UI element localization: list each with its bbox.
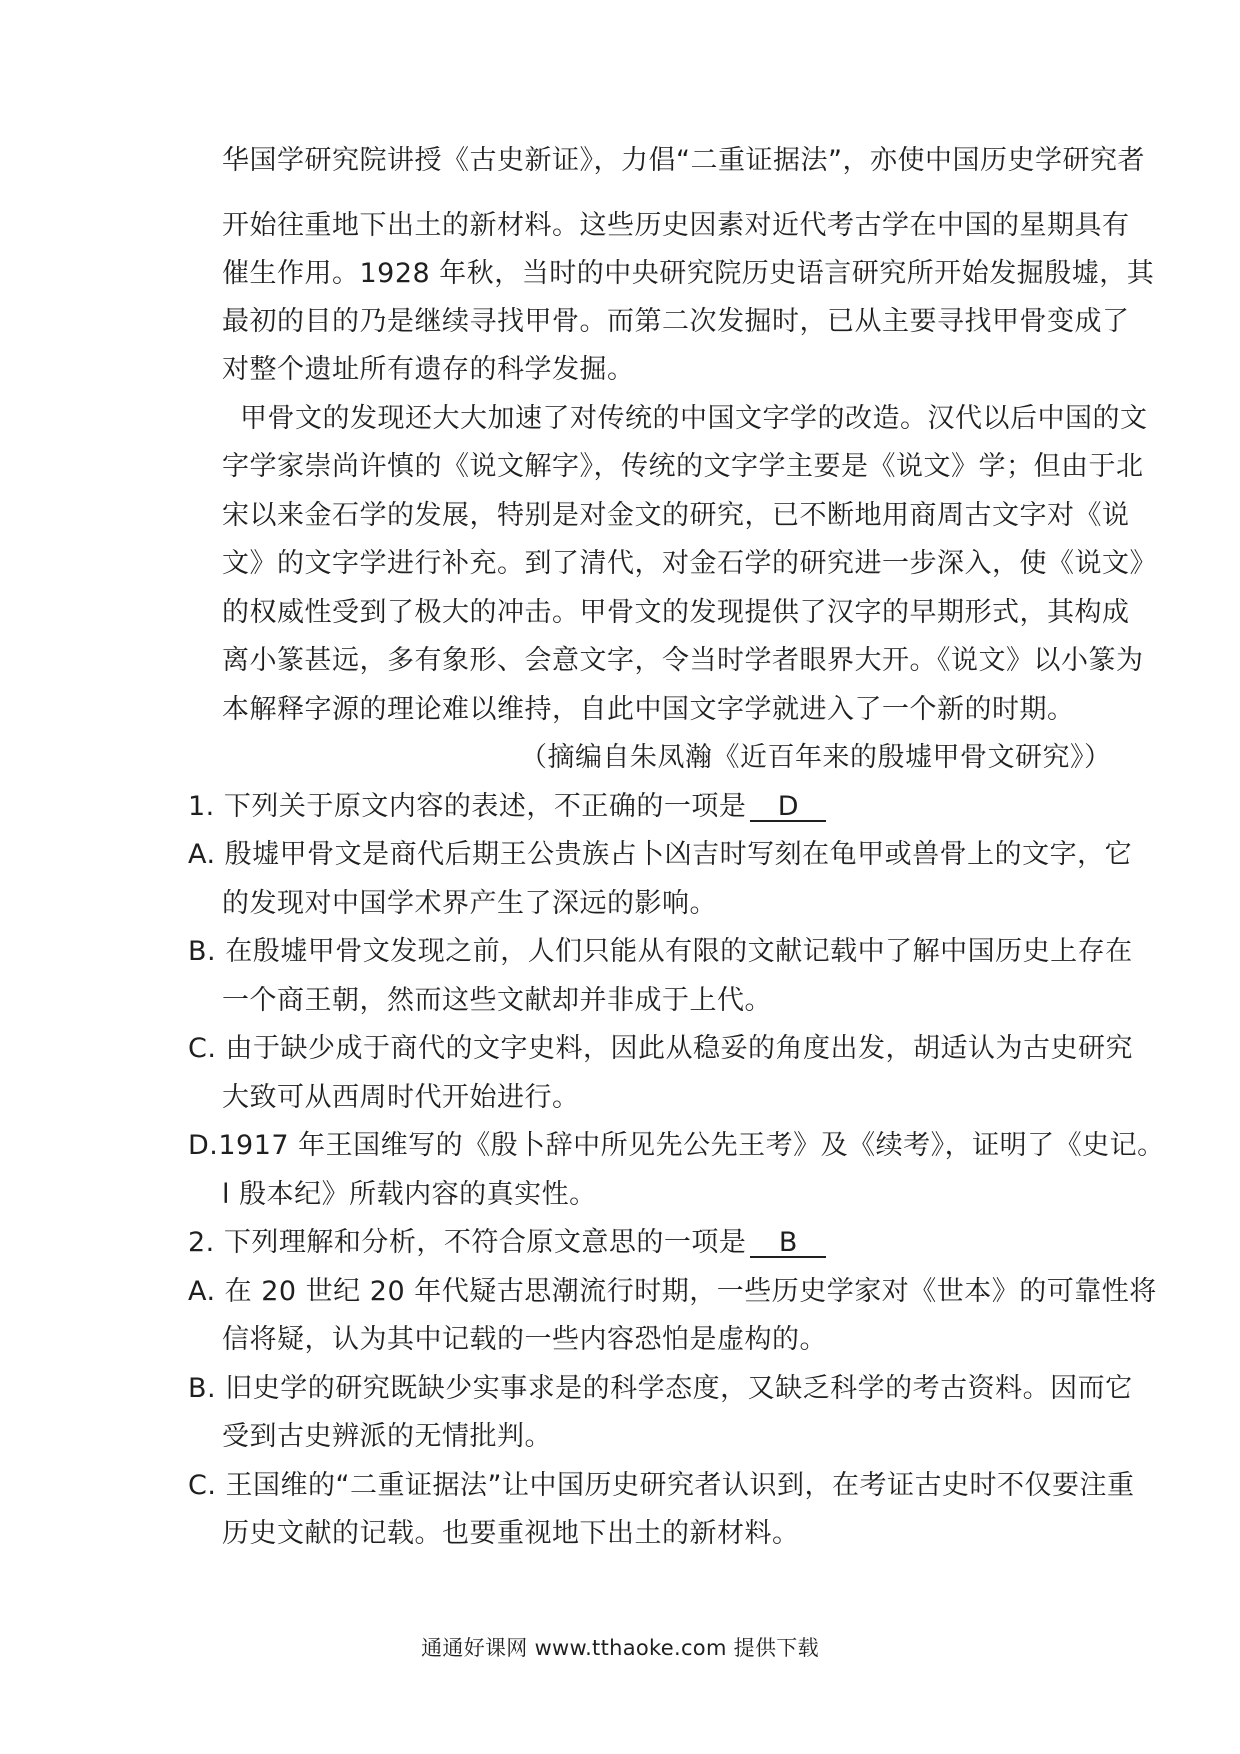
passage-line: 离小篆甚远，多有象形、会意文字，令当时学者眼界大开。《说文》以小篆为	[222, 645, 1144, 676]
q2-option-a-line1: A. 在 20 世纪 20 年代疑古思潮流行时期，一些历史学家对《世本》的可靠性将	[188, 1276, 1157, 1307]
q2-option-c-line1: C. 王国维的“二重证据法”让中国历史研究者认识到，在考证古史时不仅要注重	[188, 1470, 1135, 1501]
question-2-text: 2. 下列理解和分析，不符合原文意思的一项是	[188, 1227, 747, 1258]
passage-line: 催生作用。1928 年秋，当时的中央研究院历史语言研究所开始发掘殷墟，其	[222, 258, 1155, 289]
question-2-answer-blank: B	[750, 1230, 826, 1258]
question-1-stem	[188, 790, 826, 824]
passage-line: 宋以来金石学的发展，特别是对金文的研究，已不断地用商周古文字对《说	[222, 500, 1130, 531]
question-1-answer-blank: D	[750, 794, 826, 822]
question-1-text: 1. 下列关于原文内容的表述，不正确的一项是	[188, 791, 747, 822]
passage-line: 开始往重地下出土的新材料。这些历史因素对近代考古学在中国的星期具有	[222, 210, 1130, 241]
passage-line: 文》的文字学进行补充。到了清代，对金石学的研究进一步深入，使《说文》	[222, 548, 1157, 579]
q1-option-b-line2: 一个商王朝，然而这些文献却并非成于上代。	[222, 985, 772, 1016]
passage-line: 最初的目的乃是继续寻找甲骨。而第二次发掘时，已从主要寻找甲骨变成了	[222, 306, 1130, 337]
passage-line: 对整个遗址所有遗存的科学发掘。	[222, 354, 635, 385]
question-2-stem	[188, 1226, 826, 1260]
q1-option-d-line1: D.1917 年王国维写的《殷卜辞中所见先公先王考》及《续考》，证明了《史记。	[188, 1130, 1165, 1161]
passage-source: （摘编自朱凤瀚《近百年来的殷墟甲骨文研究》）	[520, 742, 1112, 773]
q1-option-c-line1: C. 由于缺少成于商代的文字史料，因此从稳妥的角度出发，胡适认为古史研究	[188, 1033, 1134, 1064]
passage-line: 华国学研究院讲授《古史新证》，力倡“二重证据法”，亦使中国历史学研究者	[222, 145, 1145, 176]
passage-line: 字学家崇尚许慎的《说文解字》，传统的文字学主要是《说文》学；但由于北	[222, 451, 1144, 482]
q2-option-b-line2: 受到古史辨派的无情批判。	[222, 1421, 552, 1452]
q1-option-b-line1: B. 在殷墟甲骨文发现之前，人们只能从有限的文献记载中了解中国历史上存在	[188, 936, 1133, 967]
passage-line: 甲骨文的发现还大大加速了对传统的中国文字学的改造。汉代以后中国的文	[240, 403, 1148, 434]
q2-option-a-line2: 信将疑，认为其中记载的一些内容恐怕是虚构的。	[222, 1324, 827, 1355]
q1-option-a-line1: A. 殷墟甲骨文是商代后期王公贵族占卜凶吉时写刻在龟甲或兽骨上的文字，它	[188, 839, 1133, 870]
passage-line: 的权威性受到了极大的冲击。甲骨文的发现提供了汉字的早期形式，其构成	[222, 597, 1130, 628]
passage-line: 本解释字源的理论难以维持，自此中国文字学就进入了一个新的时期。	[222, 694, 1075, 725]
q2-option-c-line2: 历史文献的记载。也要重视地下出土的新材料。	[222, 1518, 800, 1549]
page-footer: 通通好课网 www.tthaoke.com 提供下载	[421, 1636, 819, 1660]
q1-option-d-line2: l 殷本纪》所载内容的真实性。	[222, 1179, 597, 1210]
q1-option-a-line2: 的发现对中国学术界产生了深远的影响。	[222, 888, 717, 919]
q1-option-c-line2: 大致可从西周时代开始进行。	[222, 1082, 580, 1113]
q2-option-b-line1: B. 旧史学的研究既缺少实事求是的科学态度，又缺乏科学的考古资料。因而它	[188, 1373, 1133, 1404]
